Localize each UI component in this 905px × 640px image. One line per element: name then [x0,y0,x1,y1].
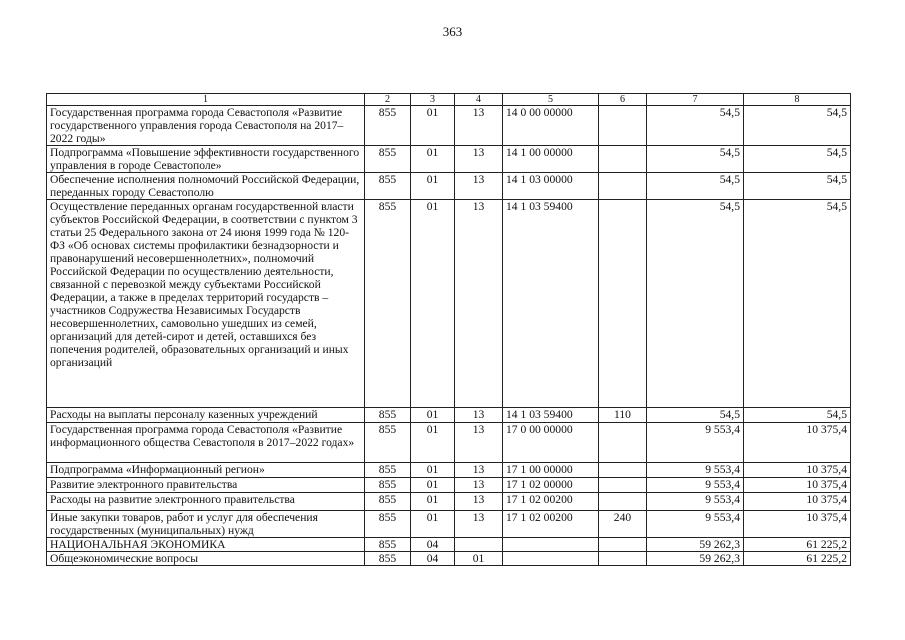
row-name-cell: Расходы на развитие электронного правительства [47,493,365,511]
code-cell: 855 [365,552,411,566]
section-cell: 04 [411,552,455,566]
target-article-cell: 17 0 00 00000 [503,423,599,463]
column-header: 2 [365,94,411,106]
code-cell: 855 [365,146,411,173]
table-row [47,478,851,493]
code-cell: 855 [365,538,411,552]
table-row [47,408,851,423]
amount-cell: 54,5 [647,200,744,408]
column-header: 1 [47,94,365,106]
amount-cell: 59 262,3 [647,552,744,566]
target-article-cell: 17 1 02 00200 [503,493,599,511]
section-cell: 01 [411,200,455,408]
row-name-cell: Развитие электронного правительства [47,478,365,493]
subsection-cell: 13 [455,463,503,478]
section-cell: 01 [411,408,455,423]
amount-cell: 59 262,3 [647,538,744,552]
section-cell: 01 [411,478,455,493]
code-cell: 855 [365,493,411,511]
target-article-cell: 17 1 00 00000 [503,463,599,478]
column-header: 3 [411,94,455,106]
target-article-cell [503,552,599,566]
subsection-cell: 13 [455,511,503,538]
section-cell: 01 [411,493,455,511]
code-cell: 855 [365,408,411,423]
subsection-cell: 01 [455,552,503,566]
target-article-cell: 17 1 02 00200 [503,511,599,538]
target-article-cell: 14 0 00 00000 [503,106,599,146]
subsection-cell: 13 [455,478,503,493]
code-cell: 855 [365,173,411,200]
subsection-cell: 13 [455,493,503,511]
expense-type-cell [599,538,647,552]
subsection-cell: 13 [455,408,503,423]
section-cell: 04 [411,538,455,552]
subsection-cell: 13 [455,146,503,173]
subsection-cell: 13 [455,200,503,408]
column-header: 7 [647,94,744,106]
code-cell: 855 [365,511,411,538]
section-cell: 01 [411,511,455,538]
expense-type-cell [599,106,647,146]
expense-type-cell [599,552,647,566]
row-name-cell: Обеспечение исполнения полномочий Российской Федерации, переданных городу Севастополю [47,173,365,200]
amount-cell: 10 375,4 [744,493,851,511]
target-article-cell: 14 1 00 00000 [503,146,599,173]
expense-type-cell: 110 [599,408,647,423]
row-name-cell: Осуществление переданных органам государственной власти субъектов Российской Федерации, в соответствии с пунктом 3 статьи 25 Федерального закона от 24 июня 1999 года № 120-ФЗ «Об основах системы профилактики безнадзорности и правонарушений несовершеннолетних», полномочий Российской Федерации по осуществлению деятельности, связанной с перевозкой между субъектами Российской Федерации, а также в пределах территорий государств – участников Содружества Независимых Государств несовершеннолетних, самовольно ушедших из семей, организаций для детей-сирот и детей, оставшихся без попечения родителей, образовательных организаций и иных организаций [47,200,365,408]
expense-type-cell: 240 [599,511,647,538]
amount-cell: 54,5 [744,200,851,408]
target-article-cell: 14 1 03 59400 [503,408,599,423]
amount-cell: 10 375,4 [744,423,851,463]
amount-cell: 54,5 [647,146,744,173]
row-name-cell: Иные закупки товаров, работ и услуг для обеспечения государственных (муниципальных) нужд [47,511,365,538]
code-cell: 855 [365,200,411,408]
section-cell: 01 [411,173,455,200]
expense-type-cell [599,493,647,511]
code-cell: 855 [365,463,411,478]
code-cell: 855 [365,423,411,463]
amount-cell: 54,5 [744,173,851,200]
row-name-cell: Общеэкономические вопросы [47,552,365,566]
subsection-cell [455,538,503,552]
expense-type-cell [599,173,647,200]
expense-type-cell [599,423,647,463]
expense-type-cell [599,478,647,493]
section-cell: 01 [411,146,455,173]
row-name-cell: Государственная программа города Севастополя «Развитие информационного общества Севастополя в 2017–2022 годах» [47,423,365,463]
amount-cell: 54,5 [647,173,744,200]
amount-cell: 9 553,4 [647,511,744,538]
amount-cell: 54,5 [647,106,744,146]
amount-cell: 9 553,4 [647,463,744,478]
amount-cell: 54,5 [647,408,744,423]
target-article-cell [503,538,599,552]
row-name-cell: НАЦИОНАЛЬНАЯ ЭКОНОМИКА [47,538,365,552]
table-row [47,552,851,566]
subsection-cell: 13 [455,423,503,463]
amount-cell: 61 225,2 [744,538,851,552]
table-row [47,200,851,408]
expense-type-cell [599,463,647,478]
expense-type-cell [599,200,647,408]
row-name-cell: Подпрограмма «Повышение эффективности государственного управления в городе Севастополе» [47,146,365,173]
table-row [47,538,851,552]
section-cell: 01 [411,423,455,463]
page-number: 363 [442,24,463,39]
target-article-cell: 17 1 02 00000 [503,478,599,493]
row-name-cell: Расходы на выплаты персоналу казенных учреждений [47,408,365,423]
table-row [47,423,851,463]
column-header: 4 [455,94,503,106]
table-row [47,146,851,173]
amount-cell: 9 553,4 [647,423,744,463]
amount-cell: 10 375,4 [744,463,851,478]
amount-cell: 54,5 [744,146,851,173]
amount-cell: 10 375,4 [744,511,851,538]
table-row [47,493,851,511]
table-header-row [47,94,851,106]
section-cell: 01 [411,106,455,146]
amount-cell: 9 553,4 [647,493,744,511]
table-row [47,463,851,478]
expense-type-cell [599,146,647,173]
budget-table [46,93,851,566]
amount-cell: 54,5 [744,408,851,423]
section-cell: 01 [411,463,455,478]
subsection-cell: 13 [455,106,503,146]
amount-cell: 61 225,2 [744,552,851,566]
target-article-cell: 14 1 03 00000 [503,173,599,200]
subsection-cell: 13 [455,173,503,200]
row-name-cell: Подпрограмма «Информационный регион» [47,463,365,478]
target-article-cell: 14 1 03 59400 [503,200,599,408]
column-header: 5 [503,94,599,106]
amount-cell: 9 553,4 [647,478,744,493]
column-header: 8 [744,94,851,106]
code-cell: 855 [365,106,411,146]
amount-cell: 54,5 [744,106,851,146]
code-cell: 855 [365,478,411,493]
table-row [47,511,851,538]
table-row [47,106,851,146]
row-name-cell: Государственная программа города Севастополя «Развитие государственного управления города Севастополя на 2017–2022 годы» [47,106,365,146]
table-row [47,173,851,200]
column-header: 6 [599,94,647,106]
amount-cell: 10 375,4 [744,478,851,493]
